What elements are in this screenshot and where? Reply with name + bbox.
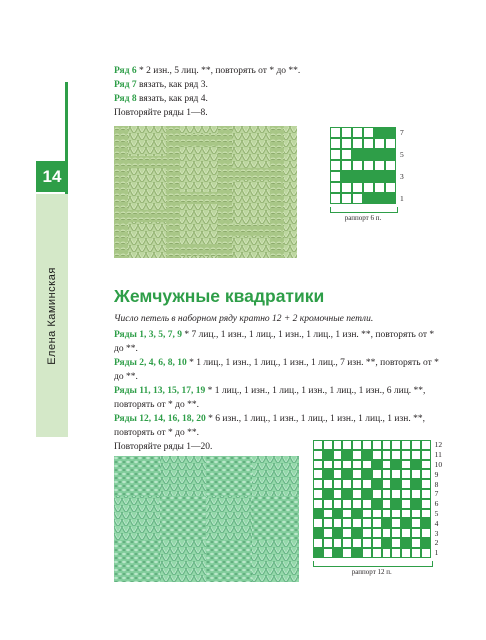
chart-cell-knit [385,138,396,149]
instruction-line: Ряды 11, 13, 15, 17, 19 * 1 лиц., 1 изн., 1 лиц., 1 изн., 1 лиц., 1 изн., 6 лиц. **, повторять от * до **. [114,386,426,410]
row-number: 12 [434,440,443,450]
chart-cell-knit [382,450,392,460]
top-instructions [114,64,300,120]
instruction-line: Повторяйте ряды 1—20. [114,442,213,452]
chart-cell-knit [323,548,333,558]
chart-cell-knit [391,509,401,519]
instruction-line: Ряд 6 * 2 изн., 5 лиц. **, повторять от * до **. [114,66,301,76]
chart-cell-knit [333,499,343,509]
chart-cell-knit [421,460,431,470]
chart-cell-knit [363,182,374,193]
author-tab [36,194,68,437]
chart-cell-purl [385,127,396,138]
rapport-label: раппорт 6 п. [344,214,382,222]
knit-photo-ribs [114,126,297,258]
chart-cell-knit [342,538,352,548]
author-name: Елена Каминская [46,266,58,365]
chart-cell-knit [313,479,323,489]
row-number: 7 [434,489,439,499]
row-number: 5 [400,150,404,159]
chart-cell-knit [382,528,392,538]
chart-cell-knit [401,450,411,460]
chart-cell-knit [313,489,323,499]
chart-cell-knit [333,460,343,470]
chart-cell-purl [342,450,352,460]
chart-cell-knit [352,182,363,193]
page-number: 14 [36,161,68,192]
chart-cell-purl [385,193,396,204]
chart-cell-knit [362,509,372,519]
chart-cell-knit [330,171,341,182]
chart-cell-knit [385,182,396,193]
chart-cell-knit [333,538,343,548]
chart-cell-knit [401,528,411,538]
chart-cell-knit [382,460,392,470]
chart-cell-knit [421,528,431,538]
chart-cell-purl [342,489,352,499]
chart-cell-knit [362,440,372,450]
chart-cell-knit [363,160,374,171]
chart-cell-knit [391,548,401,558]
chart-cell-knit [401,469,411,479]
row-number: 11 [434,450,442,460]
chart-cell-knit [421,440,431,450]
chart-cell-purl [352,509,362,519]
chart-cell-knit [330,182,341,193]
chart-cell-knit [401,460,411,470]
chart-cell-knit [330,149,341,160]
row-number: 10 [434,460,443,469]
chart-cell-purl [362,469,372,479]
chart-cell-purl [374,193,385,204]
chart-cell-knit [352,538,362,548]
chart-cell-knit [313,538,323,548]
chart-cell-knit [341,127,352,138]
stitch-count-note: Число петель в наборном ряду кратно 12 + 2 кромочные петли. [114,314,374,324]
chart-cell-knit [342,509,352,519]
chart-cell-purl [363,193,374,204]
chart-cell-knit [401,440,411,450]
chart-cell-knit [333,479,343,489]
chart-cell-knit [362,460,372,470]
chart-cell-knit [401,479,411,489]
chart-cell-knit [372,548,382,558]
chart-cell-knit [352,469,362,479]
chart-cell-purl [333,509,343,519]
chart-cell-knit [330,138,341,149]
chart-cell-knit [341,160,352,171]
chart-cell-purl [411,499,421,509]
chart-cell-purl [333,528,343,538]
instruction-line: Ряды 1, 3, 5, 7, 9 * 7 лиц., 1 изн., 1 лиц., 1 изн., 1 лиц., 1 изн. **, повторять от * до **. [114,330,435,354]
row-number: 2 [434,538,439,548]
chart-cell-knit [313,450,323,460]
chart-cell-purl [352,171,363,182]
chart-cell-knit [391,440,401,450]
chart-cell-knit [372,538,382,548]
chart-cell-knit [411,528,421,538]
chart-cell-purl [391,499,401,509]
chart-cell-knit [333,450,343,460]
instruction-line: Повторяйте ряды 1—8. [114,108,208,118]
chart-cell-knit [362,538,372,548]
section-instructions [114,312,444,454]
chart-cell-purl [372,479,382,489]
row-number: 4 [434,518,439,528]
chart-cell-knit [352,160,363,171]
rapport-label: раппорт 12 п. [351,567,392,576]
chart-cell-knit [411,440,421,450]
chart-cell-knit [323,528,333,538]
chart-cell-knit [342,499,352,509]
chart-cell-knit [342,460,352,470]
chart-cell-knit [352,193,363,204]
chart-cell-knit [372,440,382,450]
chart-cell-knit [362,479,372,489]
rapport-brace [330,207,398,213]
chart-cell-knit [330,160,341,171]
chart-cell-knit [313,499,323,509]
instruction-line: Ряды 2, 4, 6, 8, 10 * 1 лиц., 1 изн., 1 лиц., 1 изн., 1 лиц., 7 изн. **, повторять от * до **. [114,358,439,382]
chart-cell-purl [352,528,362,538]
chart-cell-knit [421,489,431,499]
chart-cell-knit [341,138,352,149]
chart-cell-knit [362,528,372,538]
instruction-line: Ряд 7 вязать, как ряд 3. [114,80,208,90]
chart-cell-knit [352,489,362,499]
instruction-line: Ряд 8 вязать, как ряд 4. [114,94,208,104]
chart-cell-knit [411,450,421,460]
chart-cell-purl [391,479,401,489]
chart-cell-knit [341,182,352,193]
chart-cell-knit [352,479,362,489]
chart-cell-purl [323,450,333,460]
chart-cell-knit [313,518,323,528]
chart-cell-purl [313,548,323,558]
chart-cell-purl [385,171,396,182]
chart-cell-knit [352,440,362,450]
chart-cell-purl [382,538,392,548]
chart-cell-knit [333,469,343,479]
chart-cell-knit [401,489,411,499]
chart-cell-knit [330,127,341,138]
chart-cell-knit [342,528,352,538]
chart-cell-knit [411,548,421,558]
chart-cell-knit [391,528,401,538]
chart-cell-knit [391,518,401,528]
chart-cell-purl [374,127,385,138]
chart-cell-knit [401,499,411,509]
chart-cell-knit [333,518,343,528]
chart-cell-knit [333,489,343,499]
chart-cell-knit [323,509,333,519]
chart-cell-knit [391,469,401,479]
chart-cell-purl [411,479,421,489]
chart-cell-purl [421,538,431,548]
chart-cell-knit [421,469,431,479]
row-number: 1 [434,548,439,558]
chart-cell-knit [411,518,421,528]
chart-cell-knit [323,440,333,450]
chart-cell-purl [372,499,382,509]
chart-cell-knit [391,450,401,460]
chart-cell-knit [362,499,372,509]
chart-cell-knit [372,469,382,479]
chart-cell-knit [421,548,431,558]
chart-cell-knit [341,193,352,204]
row-number: 5 [434,509,439,518]
chart-cell-knit [382,548,392,558]
chart-cell-purl [372,460,382,470]
chart-cell-purl [352,149,363,160]
chart-cell-knit [323,460,333,470]
chart-cell-knit [372,489,382,499]
chart-cell-knit [330,193,341,204]
knit-chart-1 [330,127,404,222]
row-number: 9 [434,469,439,479]
chart-cell-knit [382,469,392,479]
chart-cell-knit [323,538,333,548]
row-number: 8 [434,479,439,489]
chart-cell-knit [352,518,362,528]
chart-cell-purl [363,149,374,160]
chart-cell-knit [372,450,382,460]
chart-cell-purl [352,548,362,558]
chart-cell-knit [342,479,352,489]
chart-cell-purl [313,509,323,519]
chart-cell-purl [333,548,343,558]
chart-cell-knit [421,509,431,519]
chart-cell-purl [323,469,333,479]
chart-cell-purl [341,171,352,182]
chart-cell-knit [374,182,385,193]
chart-cell-purl [401,518,411,528]
chart-cell-purl [362,489,372,499]
instruction-line: Ряды 12, 14, 16, 18, 20 * 6 изн., 1 лиц., 1 изн., 1 лиц., 1 изн., 1 лиц., 1 изн. **, повторять от * до **. [114,414,425,438]
chart-cell-knit [421,499,431,509]
rapport-brace [313,561,433,567]
chart-cell-knit [352,460,362,470]
chart-cell-knit [372,509,382,519]
knit-photo-squares [114,456,299,582]
chart-cell-knit [352,450,362,460]
chart-cell-knit [411,469,421,479]
row-number: 1 [400,194,404,203]
row-number: 3 [400,172,404,181]
chart-cell-knit [411,538,421,548]
section-title: Жемчужные квадратики [114,286,325,306]
chart-cell-knit [362,548,372,558]
chart-cell-knit [313,469,323,479]
chart-cell-knit [401,509,411,519]
chart-cell-knit [352,138,363,149]
chart-cell-knit [313,440,323,450]
chart-cell-knit [411,509,421,519]
chart-cell-purl [363,171,374,182]
chart-cell-purl [385,149,396,160]
chart-cell-purl [374,171,385,182]
row-number: 7 [400,128,404,137]
chart-grid [330,127,396,204]
chart-cell-knit [341,149,352,160]
chart-cell-knit [323,479,333,489]
chart-cell-knit [374,160,385,171]
chart-grid [313,440,431,558]
chart-cell-purl [411,460,421,470]
chart-cell-knit [411,489,421,499]
chart-cell-purl [313,528,323,538]
chart-cell-knit [323,518,333,528]
row-number: 3 [434,528,439,538]
chart-cell-purl [323,489,333,499]
chart-cell-knit [363,127,374,138]
chart-cell-knit [385,160,396,171]
chart-cell-knit [333,440,343,450]
chart-cell-knit [421,450,431,460]
chart-cell-knit [382,509,392,519]
chart-cell-knit [323,499,333,509]
row-number: 6 [434,499,439,509]
chart-cell-knit [391,489,401,499]
chart-cell-purl [362,450,372,460]
chart-cell-purl [382,518,392,528]
chart-cell-purl [391,460,401,470]
chart-cell-knit [421,479,431,489]
chart-cell-knit [342,440,352,450]
chart-cell-knit [352,127,363,138]
chart-cell-knit [374,138,385,149]
chart-cell-knit [382,499,392,509]
chart-cell-purl [342,469,352,479]
chart-cell-knit [362,518,372,528]
chart-cell-knit [382,440,392,450]
chart-cell-knit [382,489,392,499]
chart-cell-knit [372,518,382,528]
chart-cell-purl [421,518,431,528]
chart-cell-purl [401,538,411,548]
chart-cell-knit [401,548,411,558]
chart-cell-knit [342,548,352,558]
chart-cell-knit [382,479,392,489]
chart-cell-knit [342,518,352,528]
chart-cell-knit [352,499,362,509]
knit-chart-2 [313,440,443,576]
chart-cell-knit [391,538,401,548]
chart-cell-purl [374,149,385,160]
chart-cell-knit [372,528,382,538]
chart-cell-knit [363,138,374,149]
chart-cell-knit [313,460,323,470]
